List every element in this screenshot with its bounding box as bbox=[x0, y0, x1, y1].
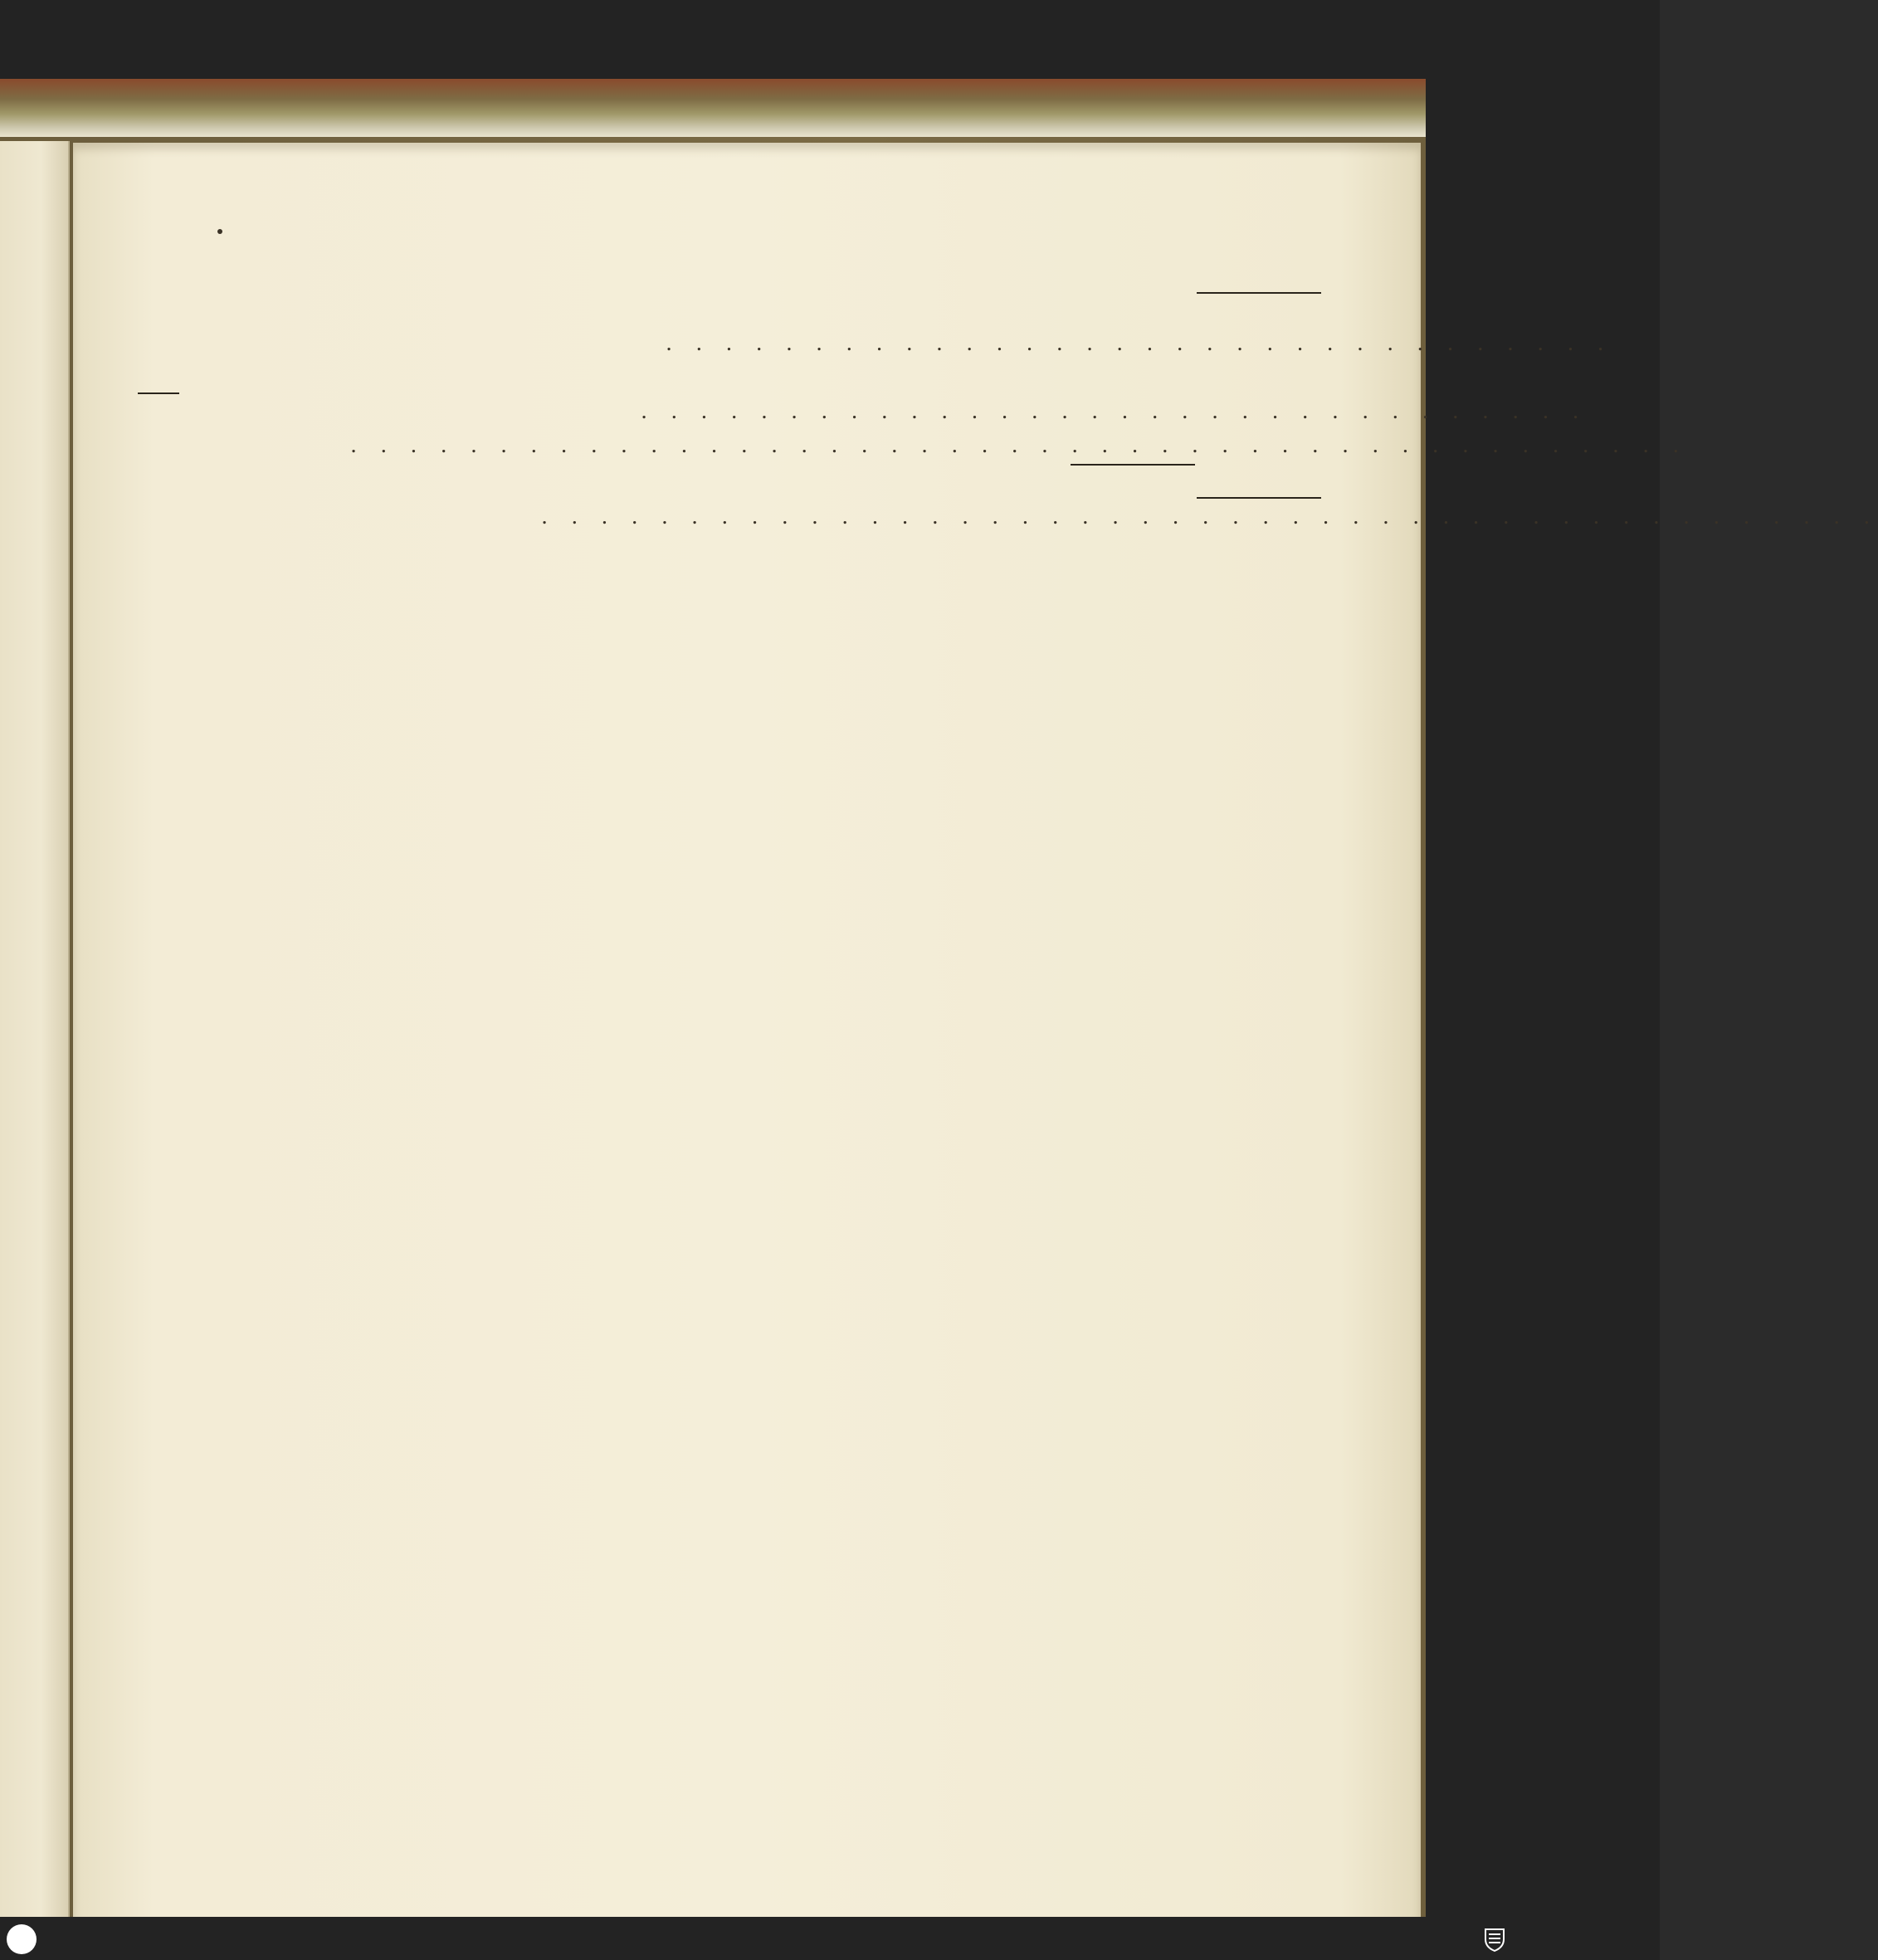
staff-row bbox=[151, 395, 1588, 429]
book-top-edge bbox=[0, 79, 1426, 137]
sum-rule bbox=[1071, 464, 1195, 466]
new-posts-row bbox=[151, 327, 1612, 361]
document-page bbox=[73, 143, 1878, 1917]
page-body bbox=[151, 290, 1878, 568]
appointed-intro bbox=[151, 361, 1321, 395]
blb-logo[interactable] bbox=[7, 1924, 37, 1954]
leader-dots: . . . . . . . . . . . . . . . . . . . . . . . . . . . . . . . . . . . . . . . . . . . . . bbox=[350, 433, 1688, 458]
leader-dots: . . . . . . . . . . . . . . . . . . . . . . . . . . . . . . . . . . . . . . . . . . . . . bbox=[541, 505, 1878, 529]
ink-speck bbox=[217, 229, 222, 234]
net-row bbox=[151, 500, 1878, 534]
leader-dots: . . . . . . . . . . . . . . . . . . . . . . . . . . . . . . . . bbox=[666, 331, 1612, 356]
sum-rule bbox=[1197, 292, 1321, 294]
page-footer bbox=[164, 1869, 1326, 1905]
coat-of-arms-icon bbox=[1482, 1926, 1507, 1953]
leader-dots: . . . . . . . . . . . . . . . . . . . . . . . . . . . . . . . . bbox=[641, 399, 1588, 424]
net-tail bbox=[151, 534, 1321, 568]
left-page-edge bbox=[0, 141, 70, 1917]
sum-rule bbox=[1197, 497, 1321, 499]
diets-row bbox=[151, 429, 1688, 463]
costs-total-row bbox=[151, 463, 1321, 497]
savings-total-row bbox=[151, 290, 1321, 327]
viewer-bar bbox=[0, 1917, 1660, 1960]
short-rule bbox=[138, 392, 179, 394]
